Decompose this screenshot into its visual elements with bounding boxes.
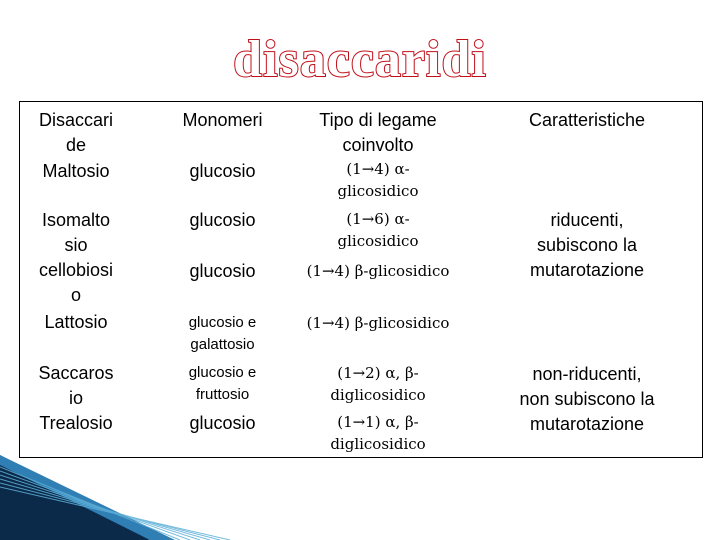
characteristics-line: riducenti, [550,210,624,230]
monomer-cellobiosio: glucosio [189,261,256,281]
bond-cellobiosio: (1→4) β-glicosidico [306,262,450,280]
bond-saccarosio [283,362,473,406]
bond-isomaltosio [283,208,473,252]
monomer-saccarosio [150,362,295,406]
bond-line: glicosidico [337,182,419,200]
characteristics-line: mutarotazione [529,260,645,280]
header-tipo-legame [283,108,473,158]
monomer-line: glucosio e [188,364,257,381]
monomer-isomaltosio: glucosio [189,210,256,230]
slide-title: disaccaridi [233,31,487,88]
bond-line: (1→1) α, β- [337,413,419,431]
monomer-line: glucosio e [188,314,257,331]
name-line: cellobiosi [38,260,114,280]
header-disaccaride-line1: Disaccari [38,110,113,130]
name-isomaltosio-cellobiosio [26,208,126,308]
bond-line: (1→6) α- [346,210,410,228]
name-line: o [70,285,81,305]
name-maltosio: Maltosio [42,161,110,181]
header-disaccaride-line2: de [65,135,87,155]
monomer-line: galattosio [190,336,255,353]
bond-lattosio: (1→4) β-glicosidico [306,314,450,332]
bond-line: diglicosidico [330,435,426,453]
bond-line: (1→4) α- [346,160,410,178]
monomer-line: fruttosio [195,386,250,403]
characteristics-line: non-riducenti, [532,364,642,384]
monomer-lattosio [150,312,295,356]
name-line: Saccaros [38,363,114,383]
name-line: Isomalto [41,210,111,230]
name-trealosio: Trealosio [39,413,113,433]
header-tipo-legame-line2: coinvolto [342,135,414,155]
bond-trealosio [283,411,473,455]
characteristics-reducing [482,208,692,283]
name-saccarosio [26,361,126,411]
bond-line: diglicosidico [330,386,426,404]
name-lattosio: Lattosio [44,312,108,332]
bond-maltosio [283,158,473,202]
bond-line: glicosidico [337,232,419,250]
name-line: io [68,388,83,408]
bond-line: (1→2) α, β- [337,364,419,382]
header-tipo-legame-line1: Tipo di legame [319,110,437,130]
name-line: sio [64,235,88,255]
header-monomeri: Monomeri [182,110,263,130]
characteristics-line: mutarotazione [529,414,645,434]
header-caratteristiche: Caratteristiche [528,110,646,130]
decorative-swoosh [0,455,720,540]
characteristics-non-reducing [482,362,692,437]
monomer-trealosio: glucosio [189,413,256,433]
monomer-maltosio: glucosio [189,161,256,181]
header-disaccaride [26,108,126,158]
characteristics-line: subiscono la [536,235,638,255]
characteristics-line: non subiscono la [519,389,655,409]
